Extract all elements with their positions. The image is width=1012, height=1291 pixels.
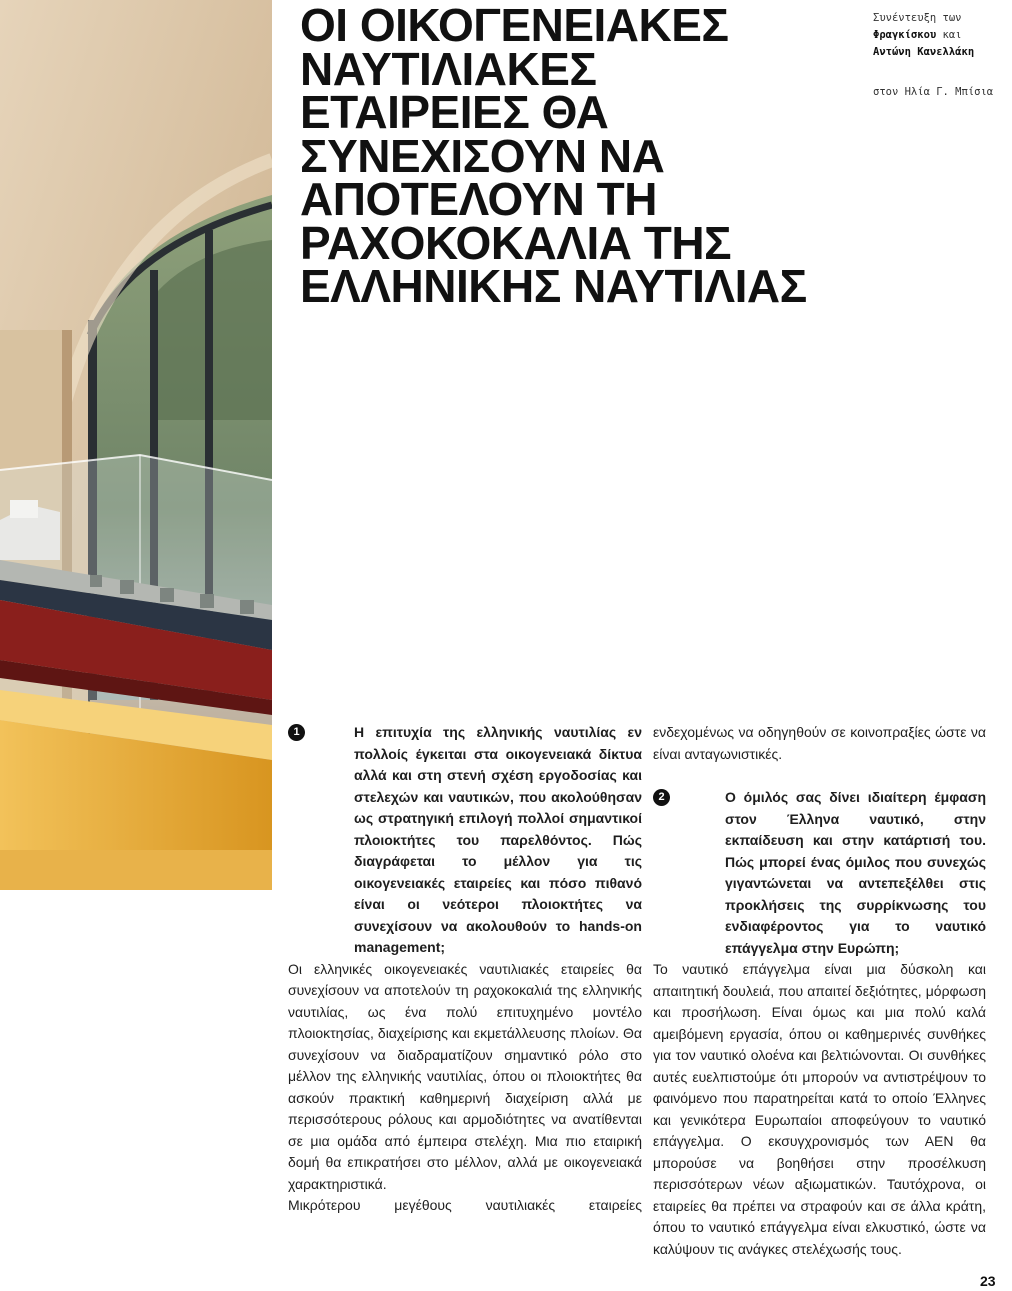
title-line: ΟΙ ΟΙΚΟΓΕΝΕΙΑΚΕΣ xyxy=(300,0,729,51)
answer-paragraph: Το ναυτικό επάγγελμα είναι μια δύσκολη και απαιτητική δουλειά, που απαιτεί δεξιότητες, μόρφωση και προσήλωση. Είναι όμως και μια πολύ καλά αμειβόμενη εργασία, όπου οι καθημερινές συνθήκες για τον ναυτικό ολοένα και βελτιώνονται. Οι συνθήκες αυτές ευελπιστούμε ότι μπορούν να αντιστρέψουν το φαινόμενο που παρατηρείται κατά το οποίο Έλληνες και γενικότερα Ευρωπαίοι αποφεύγουν το ναυτικό επάγγελμα. Ο εκσυγχρονισμός των ΑΕΝ θα μπορούσε να βοηθήσει στην προσέλκυση περισσότερων νέων αξιωματικών. Ταυτόχρονα, οι εταιρείες θα πρέπει να στραφούν και σε άλλα κράτη, όπου το ναυτικό επάγγελμα είναι ελκυστικό, ώστε να καλύψουν τις ανάγκες στελέχωσής τους. xyxy=(653,961,986,1257)
title-line: ΕΤΑΙΡΕΙΕΣ ΘΑ xyxy=(300,86,609,138)
byline-name-1: Φραγκίσκου xyxy=(873,29,937,41)
byline-conjunction: και xyxy=(942,29,962,41)
question-block-2 xyxy=(653,787,986,959)
question-block-1 xyxy=(288,722,642,959)
byline-names xyxy=(873,27,1008,44)
text-column-1 xyxy=(288,722,642,1217)
question-number-badge: 2 xyxy=(653,789,670,806)
question-text: Η επιτυχία της ελληνικής ναυτιλίας εν πολλοίς έγκειται στα οικογενειακά δίκτυα αλλά και στη στενή σχέση εργοδοσίας και στελεχών και ναυτικών, που ακολούθησαν ως στρατηγική επιλογή πολλοί σημαντικοί πλοιοκτήτες του παρελθόντος. Πώς διαγράφεται το μέλλον για τις οικογενειακές εταιρείες και πόσο πιθανό είναι οι νεότεροι πλοιοκτήτες να συνεχίσουν να ακολουθούν το hands-on management; xyxy=(354,724,642,955)
page-number: 23 xyxy=(980,1273,996,1289)
question-number-badge: 1 xyxy=(288,724,305,741)
title-line: ΝΑΥΤΙΛΙΑΚΕΣ xyxy=(300,42,597,95)
title-line: ΣΥΝΕΧΙΣΟΥΝ ΝΑ xyxy=(300,129,665,182)
byline-intro: Συνέντευξη των xyxy=(873,12,962,24)
title-line: ΕΛΛΗΝΙΚΗΣ ΝΑΥΤΙΛΙΑΣ xyxy=(300,260,807,312)
answer-paragraph-continued xyxy=(653,722,986,765)
answer-p2-part: ενδεχομένως να οδηγηθούν σε κοινοπραξίες ώστε να είναι ανταγωνιστικές. xyxy=(653,724,986,762)
article-title xyxy=(300,0,880,312)
byline xyxy=(873,10,1008,101)
byline-name-2: Αντώνη Κανελλάκη xyxy=(873,46,975,58)
question-text: Ο όμιλός σας δίνει ιδιαίτερη έμφαση στον Έλληνα ναυτικό, στην εκπαίδευση και στην κατάρτισή του. Πώς μπορεί ένας όμιλος που συνεχώς γιγαντώνεται να αντεπεξέλθει στις προκλήσεις της συρρίκνωσης του ενδιαφέροντος για το ναυτικό επάγγελμα στην Ευρώπη; xyxy=(725,789,986,956)
title-line: ΑΠΟΤΕΛΟΥΝ ΤΗ xyxy=(300,173,657,225)
byline-interviewer: στον Ηλία Γ. Μπίσια xyxy=(873,86,994,98)
text-column-2 xyxy=(653,722,986,1260)
title-line: ΡΑΧΟΚΟΚΑΛΙΑ ΤΗΣ xyxy=(300,216,732,269)
answer-p2-part: Μικρότερου μεγέθους ναυτιλιακές εταιρείες xyxy=(288,1197,642,1213)
answer-paragraph-start xyxy=(288,1195,642,1217)
ship-model-photo xyxy=(0,0,272,890)
answer-paragraph: Οι ελληνικές οικογενειακές ναυτιλιακές εταιρείες θα συνεχίσουν να αποτελούν τη ραχοκοκαλιά της ελληνικής ναυτιλίας, ως ένα πολύ επιτυχημένο μοντέλο πλοιοκτησίας, διαχείρισης και εκμετάλλευσης πλοίων. Θα συνεχίσουν να διαδραματίζουν σημαντικό ρόλο στο μέλλον της ελληνικής ναυτιλίας, όπου οι πλοιοκτήτες θα ασκούν πρακτική καθημερινή διαχείριση αλλά με περισσότερους ρόλους και αρμοδιότητες να ανατίθενται σε μια ομάδα από έμπειρα στελέχη. Μια πιο εταιρική δομή θα επικρατήσει στο μέλλον, αλλά με οικογενειακά χαρακτηριστικά. xyxy=(288,960,642,1192)
